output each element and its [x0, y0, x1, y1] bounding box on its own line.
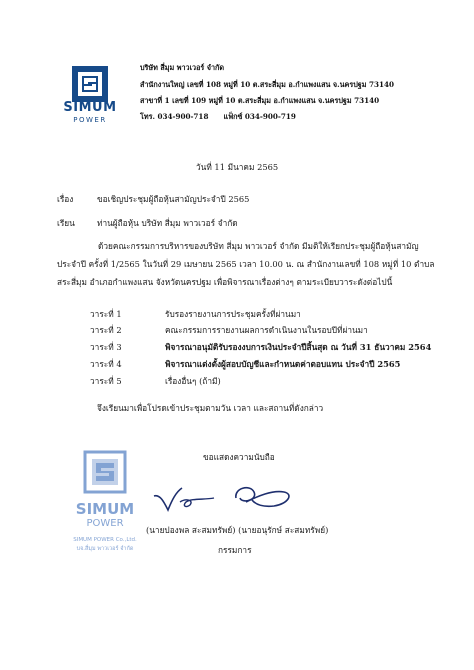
phone-fax: โทร. 034-900-718 แฟ็กซ์ 034-900-719 — [140, 112, 296, 121]
signatory-names: (นายปองพล สะสมทรัพย์) (นายอนุรักษ์ สะสมทรัพย์) — [146, 525, 329, 535]
hq-address: สำนักงานใหญ่ เลขที่ 108 หมู่ที่ 10 ต.สระสี่มุม อ.กำแพงแสน จ.นครปฐม 73140 — [140, 80, 394, 89]
subject-text: ขอเชิญประชุมผู้ถือหุ้นสามัญประจำปี 2565 — [97, 194, 250, 204]
letter-date: วันที่ 11 มีนาคม 2565 — [196, 162, 279, 172]
stamp-logo-icon — [55, 448, 155, 502]
company-logo — [62, 64, 118, 144]
stamp-word: SIMUM — [75, 500, 135, 518]
regards: ขอแสดงความนับถือ — [203, 452, 275, 462]
agenda-text-4: พิจารณาแต่งตั้งผู้สอบบัญชีและกำหนดค่าตอบแทน ประจำปี 2565 — [165, 359, 401, 369]
company-name: บริษัท สี่มุม พาวเวอร์ จำกัด — [140, 63, 225, 72]
to-text: ท่านผู้ถือหุ้น บริษัท สี่มุม พาวเวอร์ จำกัด — [97, 218, 238, 228]
company-stamp — [55, 448, 155, 556]
signatory-title: กรรมการ — [218, 545, 252, 555]
body-line-2: ประจำปี ครั้งที่ 1/2565 ในวันที่ 29 เมษายน 2565 เวลา 10.00 น. ณ สำนักงานเลขที่ 108 หมู่ที่ 10 ตำบล — [57, 259, 435, 269]
stamp-line-2: บจ.สี่มุม พาวเวอร์ จำกัด — [76, 546, 134, 552]
logo-sub: POWER — [73, 116, 107, 124]
agenda-text-2: คณะกรรมการรายงานผลการดำเนินงานในรอบปีที่ผ่านมา — [165, 325, 368, 335]
agenda-text-3: พิจารณาอนุมัติรับรองงบการเงินประจำปีสิ้นสุด ณ วันที่ 31 ธันวาคม 2564 — [165, 342, 432, 352]
stamp-sub: POWER — [86, 518, 124, 529]
agenda-label-1: วาระที่ 1 — [90, 309, 122, 319]
agenda-text-1: รับรองรายงานการประชุมครั้งที่ผ่านมา — [165, 309, 301, 319]
branch-address: สาขาที่ 1 เลขที่ 109 หมู่ที่ 10 ต.สระสี่มุม อ.กำแพงแสน จ.นครปฐม 73140 — [140, 96, 380, 105]
signature-image — [150, 478, 300, 518]
subject-label: เรื่อง — [57, 194, 74, 204]
logo-word: SIMUM — [63, 100, 117, 115]
agenda-label-4: วาระที่ 4 — [90, 359, 122, 369]
body-line-1: ด้วยคณะกรรมการบริหารของบริษัท สี่มุม พาวเวอร์ จำกัด มีมติให้เรียกประชุมผู้ถือหุ้นสามัญ — [98, 241, 419, 251]
to-label: เรียน — [57, 218, 75, 228]
closing-line: จึงเรียนมาเพื่อโปรดเข้าประชุมตามวัน เวลา และสถานที่ดังกล่าว — [97, 403, 324, 413]
agenda-label-3: วาระที่ 3 — [90, 342, 122, 352]
agenda-label-5: วาระที่ 5 — [90, 376, 122, 386]
agenda-text-5: เรื่องอื่นๆ (ถ้ามี) — [165, 376, 221, 386]
stamp-line-1: SIMUM POWER Co.,Ltd. — [73, 537, 137, 543]
agenda-label-2: วาระที่ 2 — [90, 325, 122, 335]
body-line-3: สระสี่มุม อำเภอกำแพงแสน จังหวัดนครปฐม เพื่อพิจารณาเรื่องต่างๆ ตามระเบียบวาระดังต่อไปนี้ — [57, 277, 393, 287]
